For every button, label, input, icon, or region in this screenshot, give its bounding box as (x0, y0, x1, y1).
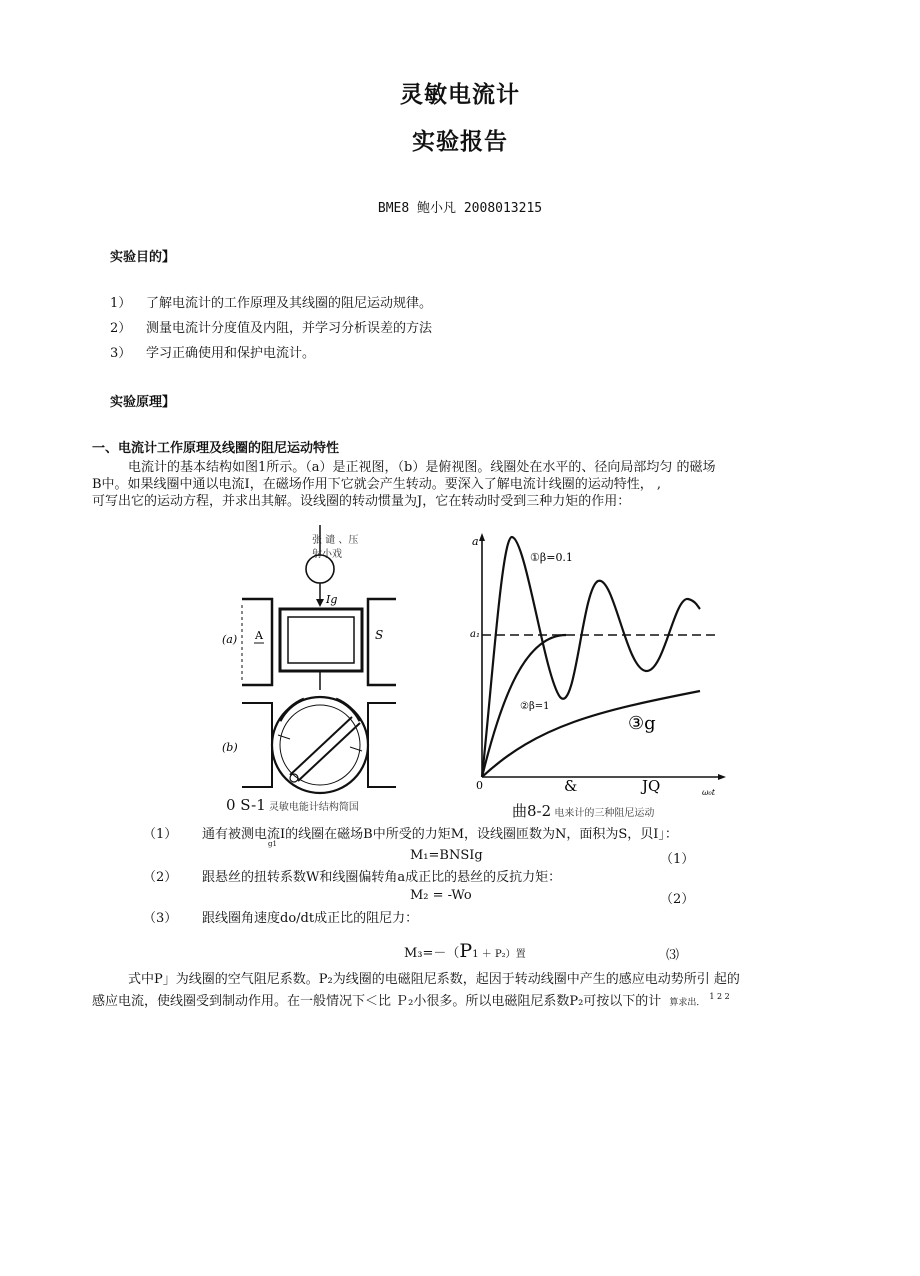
formula-3-part: M₃=－（ (404, 946, 460, 961)
paragraph-text: 感应电流，使线圈受到制动作用。在一般情况下＜比 Ｐ₂小很多。所以电磁阻尼系数P₂可按以下的计 (92, 994, 662, 1009)
torque-item-text: 跟悬丝的扭转系数W和线圈偏转角a成正比的悬丝的反抗力矩： (202, 870, 562, 885)
figure2-caption-text: 电来计的三种阻尼运动 (554, 808, 655, 819)
galvanometer-structure-figure (220, 525, 400, 797)
purpose-item-number: 2） (110, 321, 132, 336)
chart-curve3-label: ③g (628, 713, 656, 734)
torque-item-number: （1） (143, 827, 178, 842)
formula-2: M₂ = -Wo (410, 888, 472, 903)
document-subtitle: 实验报告 (412, 129, 508, 155)
torque-item-number: （2） (143, 870, 178, 885)
purpose-item-text: 学习正确使用和保护电流计。 (146, 346, 316, 361)
figure1-caption (226, 796, 359, 814)
curve-overdamped (482, 691, 700, 777)
purpose-item (110, 317, 432, 336)
figure2-caption (512, 800, 654, 821)
chart-curve1-label: ①β=0.1 (530, 551, 573, 564)
section-1-heading: 一、电流计工作原理及线圈的阻尼运动特性 (92, 441, 340, 456)
paragraph-line: 可写出它的运动方程，并求出其解。设线圈的转动惯量为J，它在转动时受到三种力矩的作用： (92, 494, 631, 509)
figure1-top-label: 射小戏 (312, 549, 342, 560)
figure1-pole-left: A (255, 629, 263, 642)
document-title: 灵敏电流计 (400, 82, 520, 108)
formula-3-part: P (459, 940, 473, 962)
figure1-label-b: (b) (222, 741, 238, 754)
equation-number-2: （2） (660, 892, 695, 907)
curve-underdamped (482, 537, 700, 777)
paragraph-line: 电流计的基本结构如图1所示。（a）是正视图，（b）是俯视图。线圈处在水平的、径向局部均匀 的磁场 (128, 460, 716, 475)
equation-number-1: （1） (660, 852, 695, 867)
paragraph-superscript: 1 2 2 (709, 992, 730, 1001)
paragraph-line: B中。如果线圈中通以电流I，在磁场作用下它就会产生转动。要深入了解电流计线圈的运动特性， , (92, 477, 661, 492)
figure1-top-label: 张 谴 、压 (312, 535, 359, 546)
chart-x-axis-label: ω₀t (702, 788, 715, 797)
purpose-item-number: 1） (110, 296, 132, 311)
figure1-caption-text: 灵敏电能计结构简国 (268, 802, 359, 813)
formula-3 (404, 940, 526, 962)
chart-mark-jq: JQ (642, 777, 661, 795)
damping-motion-chart (468, 525, 728, 797)
purpose-item-text: 了解电流计的工作原理及其线圈的阻尼运动规律。 (146, 296, 433, 311)
torque-item-text: 跟线圈角速度do/dt成正比的阻尼力： (202, 911, 419, 926)
figure1-current-label: Ig (326, 593, 338, 606)
author-line: BME8 鲍小凡 2008013215 (377, 201, 543, 216)
figure1-label-a: (a) (222, 633, 238, 646)
purpose-heading: 实验目的】 (110, 250, 176, 265)
paragraph-small-text: 算求出． (669, 998, 706, 1008)
paragraph-line (92, 988, 828, 1012)
equation-number-3: ⑶ (666, 948, 680, 963)
chart-origin-label: 0 (476, 779, 483, 792)
figure1-caption-number: 0 S-1 (226, 796, 266, 814)
purpose-item (110, 292, 432, 311)
principle-heading: 实验原理】 (110, 395, 176, 410)
chart-y-axis-label: a (472, 535, 479, 548)
figure2-caption-number: 曲8-2 (512, 802, 552, 820)
purpose-item (110, 342, 315, 361)
formula-1: M₁=BNSIg (410, 848, 483, 863)
formula-3-part: 1 ＋ P₂）置 (472, 949, 526, 960)
chart-curve2-label: ②β=1 (520, 701, 550, 712)
chart-y-reference-label: a₁ (470, 629, 480, 640)
torque-item-number: （3） (143, 911, 178, 926)
chart-mark-amp: & (564, 777, 578, 795)
torque-item-sub: g1 (268, 840, 277, 848)
paragraph-line: 式中P」为线圈的空气阻尼系数。P₂为线圈的电磁阻尼系数，起因于转动线圈中产生的感应电动势所引 起的 (128, 972, 740, 987)
purpose-item-number: 3） (110, 346, 132, 361)
purpose-item-text: 测量电流计分度值及内阻，并学习分析误差的方法 (146, 321, 433, 336)
torque-item-text: 通有被测电流I的线圈在磁场B中所受的力矩M，设线圈匝数为N，面积为S，贝I」： (202, 827, 678, 842)
figure1-pole-right: S (375, 628, 384, 642)
